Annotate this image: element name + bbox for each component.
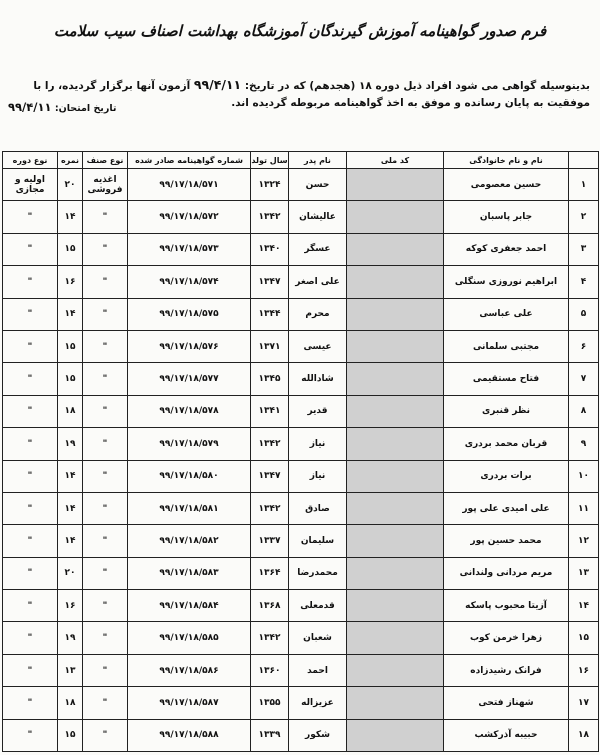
national-id-redacted bbox=[347, 201, 444, 233]
father-name: سلیمان bbox=[289, 525, 347, 557]
form-title: فرم صدور گواهینامه آموزش گیرندگان آموزشگاه بهداشت اصناف سیب سلامت bbox=[53, 22, 547, 40]
full-name: شهناز فتحی bbox=[444, 687, 569, 719]
guild-type: " bbox=[83, 266, 128, 298]
course-type: " bbox=[3, 687, 58, 719]
intro-before: بدینوسیله گواهی می شود افراد ذیل دوره ۱۸ (هجدهم) که در تاریخ: bbox=[244, 80, 590, 92]
certificate-number: ۹۹/۱۷/۱۸/۵۸۸ bbox=[128, 719, 251, 751]
row-number: ۱۱ bbox=[569, 492, 599, 524]
national-id-redacted bbox=[347, 363, 444, 395]
birth-year: ۱۳۳۷ bbox=[251, 525, 289, 557]
score: ۱۴ bbox=[58, 525, 83, 557]
certificate-number: ۹۹/۱۷/۱۸/۵۷۱ bbox=[128, 169, 251, 201]
guild-type: " bbox=[83, 622, 128, 654]
certificate-number: ۹۹/۱۷/۱۸/۵۷۷ bbox=[128, 363, 251, 395]
father-name: شادالله bbox=[289, 363, 347, 395]
father-name: محرم bbox=[289, 298, 347, 330]
table-row bbox=[3, 363, 599, 395]
full-name: قربان محمد بردری bbox=[444, 428, 569, 460]
header-guild-type: نوع صنف bbox=[83, 152, 128, 169]
course-type: " bbox=[3, 719, 58, 751]
guild-type: " bbox=[83, 557, 128, 589]
full-name: آزیتا محبوب پاسکه bbox=[444, 590, 569, 622]
row-number: ۶ bbox=[569, 330, 599, 362]
national-id-redacted bbox=[347, 169, 444, 201]
national-id-redacted bbox=[347, 266, 444, 298]
course-type: " bbox=[3, 460, 58, 492]
national-id-redacted bbox=[347, 460, 444, 492]
birth-year: ۱۳۴۷ bbox=[251, 460, 289, 492]
father-name: احمد bbox=[289, 654, 347, 686]
score: ۱۶ bbox=[58, 590, 83, 622]
table-header-row bbox=[3, 152, 599, 169]
table-row bbox=[3, 492, 599, 524]
table-row bbox=[3, 557, 599, 589]
table-row bbox=[3, 428, 599, 460]
national-id-redacted bbox=[347, 492, 444, 524]
course-type: " bbox=[3, 298, 58, 330]
score: ۲۰ bbox=[58, 557, 83, 589]
header-father-name: نام پدر bbox=[289, 152, 347, 169]
intro-date: ۹۹/۴/۱۱ bbox=[193, 77, 242, 92]
father-name: عالیشان bbox=[289, 201, 347, 233]
birth-year: ۱۳۴۱ bbox=[251, 395, 289, 427]
course-type: " bbox=[3, 266, 58, 298]
birth-year: ۱۳۴۲ bbox=[251, 428, 289, 460]
score: ۱۴ bbox=[58, 298, 83, 330]
birth-year: ۱۳۶۴ bbox=[251, 557, 289, 589]
row-number: ۱۵ bbox=[569, 622, 599, 654]
national-id-redacted bbox=[347, 590, 444, 622]
national-id-redacted bbox=[347, 428, 444, 460]
certificate-number: ۹۹/۱۷/۱۸/۵۷۲ bbox=[128, 201, 251, 233]
course-type: " bbox=[3, 330, 58, 362]
full-name: علی عباسی bbox=[444, 298, 569, 330]
birth-year: ۱۳۵۵ bbox=[251, 687, 289, 719]
certificate-number: ۹۹/۱۷/۱۸/۵۷۴ bbox=[128, 266, 251, 298]
score: ۱۵ bbox=[58, 719, 83, 751]
father-name: صادق bbox=[289, 492, 347, 524]
father-name: محمدرضا bbox=[289, 557, 347, 589]
full-name: مریم مردانی ولندانی bbox=[444, 557, 569, 589]
row-number: ۱ bbox=[569, 169, 599, 201]
father-name: علی اصغر bbox=[289, 266, 347, 298]
national-id-redacted bbox=[347, 395, 444, 427]
score: ۱۴ bbox=[58, 492, 83, 524]
score: ۱۹ bbox=[58, 428, 83, 460]
row-number: ۱۲ bbox=[569, 525, 599, 557]
full-name: حسین معصومی bbox=[444, 169, 569, 201]
course-type: " bbox=[3, 557, 58, 589]
certificate-number: ۹۹/۱۷/۱۸/۵۷۶ bbox=[128, 330, 251, 362]
course-type: اولیه و مجازی bbox=[3, 169, 58, 201]
header-national-id: کد ملی bbox=[347, 152, 444, 169]
father-name: عزیزاله bbox=[289, 687, 347, 719]
full-name: ابراهیم نوروزی سنگلی bbox=[444, 266, 569, 298]
course-type: " bbox=[3, 654, 58, 686]
certificate-number: ۹۹/۱۷/۱۸/۵۸۶ bbox=[128, 654, 251, 686]
national-id-redacted bbox=[347, 233, 444, 265]
score: ۱۸ bbox=[58, 687, 83, 719]
course-type: " bbox=[3, 525, 58, 557]
father-name: قدیر bbox=[289, 395, 347, 427]
score: ۲۰ bbox=[58, 169, 83, 201]
row-number: ۱۸ bbox=[569, 719, 599, 751]
guild-type: اغذیه فروشی bbox=[83, 169, 128, 201]
header-index bbox=[569, 152, 599, 169]
father-name: نیاز bbox=[289, 428, 347, 460]
guild-type: " bbox=[83, 590, 128, 622]
birth-year: ۱۳۴۴ bbox=[251, 298, 289, 330]
score: ۱۴ bbox=[58, 201, 83, 233]
father-name: شعبان bbox=[289, 622, 347, 654]
full-name: مجتبی سلمانی bbox=[444, 330, 569, 362]
certificate-number: ۹۹/۱۷/۱۸/۵۸۷ bbox=[128, 687, 251, 719]
birth-year: ۱۳۶۸ bbox=[251, 590, 289, 622]
national-id-redacted bbox=[347, 719, 444, 751]
score: ۱۸ bbox=[58, 395, 83, 427]
birth-year: ۱۳۴۲ bbox=[251, 201, 289, 233]
course-type: " bbox=[3, 492, 58, 524]
table-row bbox=[3, 525, 599, 557]
certificate-number: ۹۹/۱۷/۱۸/۵۸۲ bbox=[128, 525, 251, 557]
table-row bbox=[3, 687, 599, 719]
guild-type: " bbox=[83, 460, 128, 492]
table-row bbox=[3, 622, 599, 654]
course-type: " bbox=[3, 201, 58, 233]
trainees-table bbox=[2, 151, 599, 752]
course-type: " bbox=[3, 622, 58, 654]
guild-type: " bbox=[83, 525, 128, 557]
birth-year: ۱۳۶۰ bbox=[251, 654, 289, 686]
exam-date bbox=[8, 100, 116, 114]
guild-type: " bbox=[83, 687, 128, 719]
birth-year: ۱۳۴۰ bbox=[251, 233, 289, 265]
table-row bbox=[3, 266, 599, 298]
birth-year: ۱۳۴۲ bbox=[251, 492, 289, 524]
table-row bbox=[3, 460, 599, 492]
guild-type: " bbox=[83, 395, 128, 427]
father-name: حسن bbox=[289, 169, 347, 201]
score: ۱۵ bbox=[58, 233, 83, 265]
birth-year: ۱۳۴۷ bbox=[251, 266, 289, 298]
certificate-number: ۹۹/۱۷/۱۸/۵۷۵ bbox=[128, 298, 251, 330]
full-name: زهرا خرمن کوب bbox=[444, 622, 569, 654]
guild-type: " bbox=[83, 719, 128, 751]
row-number: ۱۳ bbox=[569, 557, 599, 589]
guild-type: " bbox=[83, 428, 128, 460]
score: ۱۵ bbox=[58, 330, 83, 362]
row-number: ۱۴ bbox=[569, 590, 599, 622]
father-name: قدمعلی bbox=[289, 590, 347, 622]
course-type: " bbox=[3, 363, 58, 395]
score: ۱۵ bbox=[58, 363, 83, 395]
score: ۱۴ bbox=[58, 460, 83, 492]
guild-type: " bbox=[83, 298, 128, 330]
intro-after: آزمون آنها برگزار گردیده، را با موفقیت به پایان رسانده و موفق به اخذ گواهینامه مربوطه گردیده اند. bbox=[33, 80, 590, 109]
table-row bbox=[3, 201, 599, 233]
guild-type: " bbox=[83, 201, 128, 233]
table-row bbox=[3, 395, 599, 427]
row-number: ۹ bbox=[569, 428, 599, 460]
full-name: حبیبه آذرکشب bbox=[444, 719, 569, 751]
national-id-redacted bbox=[347, 622, 444, 654]
table-row bbox=[3, 590, 599, 622]
full-name: محمد حسین پور bbox=[444, 525, 569, 557]
table-row bbox=[3, 654, 599, 686]
row-number: ۲ bbox=[569, 201, 599, 233]
full-name: فتاح مستقیمی bbox=[444, 363, 569, 395]
national-id-redacted bbox=[347, 330, 444, 362]
national-id-redacted bbox=[347, 525, 444, 557]
certificate-number: ۹۹/۱۷/۱۸/۵۷۹ bbox=[128, 428, 251, 460]
birth-year: ۱۳۳۹ bbox=[251, 719, 289, 751]
guild-type: " bbox=[83, 654, 128, 686]
father-name: شکور bbox=[289, 719, 347, 751]
header-course-type: نوع دوره bbox=[3, 152, 58, 169]
header-score: نمره bbox=[58, 152, 83, 169]
course-type: " bbox=[3, 428, 58, 460]
table-row bbox=[3, 169, 599, 201]
full-name: نظر قنبری bbox=[444, 395, 569, 427]
header-full-name: نام و نام خانوادگی bbox=[444, 152, 569, 169]
course-type: " bbox=[3, 590, 58, 622]
birth-year: ۱۳۷۱ bbox=[251, 330, 289, 362]
father-name: عیسی bbox=[289, 330, 347, 362]
national-id-redacted bbox=[347, 687, 444, 719]
row-number: ۳ bbox=[569, 233, 599, 265]
certificate-number: ۹۹/۱۷/۱۸/۵۸۳ bbox=[128, 557, 251, 589]
birth-year: ۱۳۴۲ bbox=[251, 622, 289, 654]
exam-date-value: ۹۹/۴/۱۱ bbox=[8, 100, 52, 114]
full-name: برات بردری bbox=[444, 460, 569, 492]
certificate-number: ۹۹/۱۷/۱۸/۵۸۱ bbox=[128, 492, 251, 524]
national-id-redacted bbox=[347, 557, 444, 589]
birth-year: ۱۳۴۵ bbox=[251, 363, 289, 395]
row-number: ۴ bbox=[569, 266, 599, 298]
guild-type: " bbox=[83, 492, 128, 524]
national-id-redacted bbox=[347, 298, 444, 330]
table-row bbox=[3, 298, 599, 330]
table-row bbox=[3, 719, 599, 751]
table-row bbox=[3, 233, 599, 265]
full-name: علی امیدی علی پور bbox=[444, 492, 569, 524]
father-name: نیاز bbox=[289, 460, 347, 492]
birth-year: ۱۳۲۴ bbox=[251, 169, 289, 201]
exam-date-label: تاریخ امتحان: bbox=[54, 103, 117, 114]
certificate-number: ۹۹/۱۷/۱۸/۵۸۴ bbox=[128, 590, 251, 622]
certificate-number: ۹۹/۱۷/۱۸/۵۷۸ bbox=[128, 395, 251, 427]
full-name: فرانک رشیدزاده bbox=[444, 654, 569, 686]
certificate-number: ۹۹/۱۷/۱۸/۵۸۰ bbox=[128, 460, 251, 492]
score: ۱۳ bbox=[58, 654, 83, 686]
father-name: عسگر bbox=[289, 233, 347, 265]
guild-type: " bbox=[83, 233, 128, 265]
national-id-redacted bbox=[347, 654, 444, 686]
row-number: ۱۰ bbox=[569, 460, 599, 492]
table-row bbox=[3, 330, 599, 362]
guild-type: " bbox=[83, 330, 128, 362]
header-certificate-number: شماره گواهینامه صادر شده bbox=[128, 152, 251, 169]
header-birth-year: سال تولد bbox=[251, 152, 289, 169]
course-type: " bbox=[3, 395, 58, 427]
full-name: احمد جعفری کوکه bbox=[444, 233, 569, 265]
row-number: ۱۷ bbox=[569, 687, 599, 719]
guild-type: " bbox=[83, 363, 128, 395]
score: ۱۶ bbox=[58, 266, 83, 298]
certificate-number: ۹۹/۱۷/۱۸/۵۷۳ bbox=[128, 233, 251, 265]
course-type: " bbox=[3, 233, 58, 265]
row-number: ۵ bbox=[569, 298, 599, 330]
full-name: جابر پاسبان bbox=[444, 201, 569, 233]
row-number: ۷ bbox=[569, 363, 599, 395]
row-number: ۱۶ bbox=[569, 654, 599, 686]
row-number: ۸ bbox=[569, 395, 599, 427]
score: ۱۹ bbox=[58, 622, 83, 654]
certificate-number: ۹۹/۱۷/۱۸/۵۸۵ bbox=[128, 622, 251, 654]
